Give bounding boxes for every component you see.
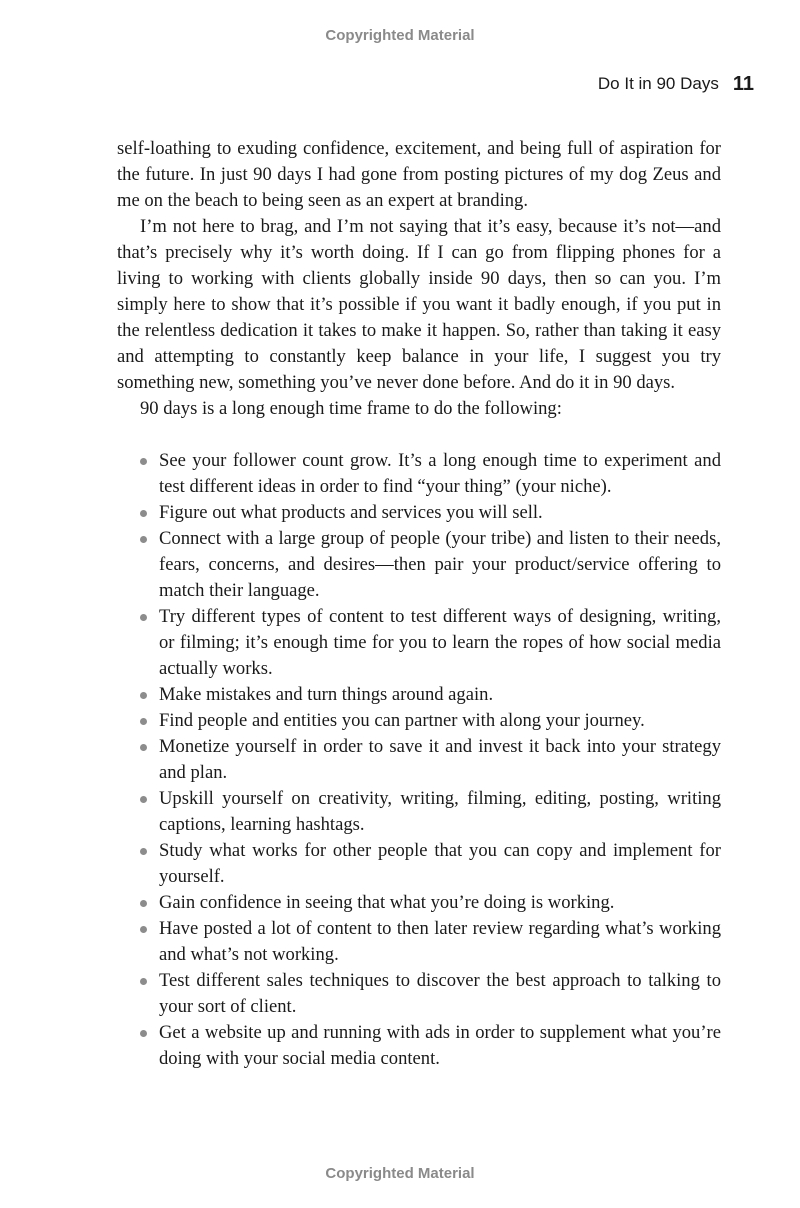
list-item-text: Make mistakes and turn things around again. <box>159 684 494 705</box>
running-head-title: Do It in 90 Days <box>597 74 719 93</box>
bullet-list <box>117 448 721 1072</box>
bullet-icon <box>140 692 147 699</box>
bullet-icon <box>140 614 147 621</box>
copyright-watermark-bottom: Copyrighted Material <box>325 1165 475 1182</box>
list-item <box>159 448 721 500</box>
body-text <box>117 136 721 1072</box>
list-item <box>159 838 721 890</box>
page-number: 11 <box>732 73 754 95</box>
list-item <box>159 890 721 916</box>
list-item-text: Monetize yourself in order to save it and invest it back into your strategy and plan. <box>159 736 721 783</box>
bullet-icon <box>140 900 147 907</box>
list-item <box>159 682 721 708</box>
running-head <box>598 72 754 95</box>
bullet-icon <box>140 718 147 725</box>
bullet-icon <box>140 458 147 465</box>
list-item <box>159 786 721 838</box>
list-item-text: Try different types of content to test different ways of designing, writing, or filming; it’s enough time for you to learn the ropes of how social media actually works. <box>159 606 721 679</box>
bullet-icon <box>140 926 147 933</box>
paragraph: 90 days is a long enough time frame to do the following: <box>140 398 562 419</box>
list-item-text: Gain confidence in seeing that what you’re doing is working. <box>159 892 615 913</box>
list-item <box>159 968 721 1020</box>
list-item <box>159 1020 721 1072</box>
copyright-watermark-top: Copyrighted Material <box>325 27 475 44</box>
paragraph: self-loathing to exuding confidence, excitement, and being full of aspiration for the future. In just 90 days I had gone from posting pictures of my dog Zeus and me on the beach to being seen as an expert at branding. <box>117 138 721 211</box>
list-item <box>159 708 721 734</box>
bullet-icon <box>140 796 147 803</box>
bullet-icon <box>140 978 147 985</box>
bullet-icon <box>140 744 147 751</box>
list-item-text: Upskill yourself on creativity, writing, filming, editing, posting, writing captions, learning hashtags. <box>159 788 721 835</box>
list-item <box>159 500 721 526</box>
bullet-icon <box>140 848 147 855</box>
bullet-icon <box>140 1030 147 1037</box>
list-item <box>159 604 721 682</box>
list-item-text: Connect with a large group of people (your tribe) and listen to their needs, fears, concerns, and desires—then pair your product/service offering to match their language. <box>159 528 721 601</box>
list-item <box>159 734 721 786</box>
list-item-text: Have posted a lot of content to then later review regarding what’s working and what’s not working. <box>159 918 721 965</box>
list-item-text: Get a website up and running with ads in order to supplement what you’re doing with your social media content. <box>159 1022 721 1069</box>
list-item-text: Figure out what products and services you will sell. <box>159 502 543 523</box>
paragraph: I’m not here to brag, and I’m not saying that it’s easy, because it’s not—and that’s precisely why it’s worth doing. If I can go from flipping phones for a living to working with clients globally inside 90 days, then so can you. I’m simply here to show that it’s possible if you want it badly enough, if you put in the relentless dedication it takes to make it happen. So, rather than taking it easy and attempting to constantly keep balance in your life, I suggest you try something new, something you’ve never done before. And do it in 90 days. <box>117 216 721 393</box>
bullet-icon <box>140 510 147 517</box>
bullet-icon <box>140 536 147 543</box>
list-item-text: Study what works for other people that you can copy and implement for yourself. <box>159 840 721 887</box>
list-item-text: Test different sales techniques to discover the best approach to talking to your sort of client. <box>159 970 721 1017</box>
list-item <box>159 526 721 604</box>
list-item-text: See your follower count grow. It’s a long enough time to experiment and test different ideas in order to find “your thing” (your niche). <box>159 450 721 497</box>
list-item <box>159 916 721 968</box>
list-item-text: Find people and entities you can partner with along your journey. <box>159 710 645 731</box>
